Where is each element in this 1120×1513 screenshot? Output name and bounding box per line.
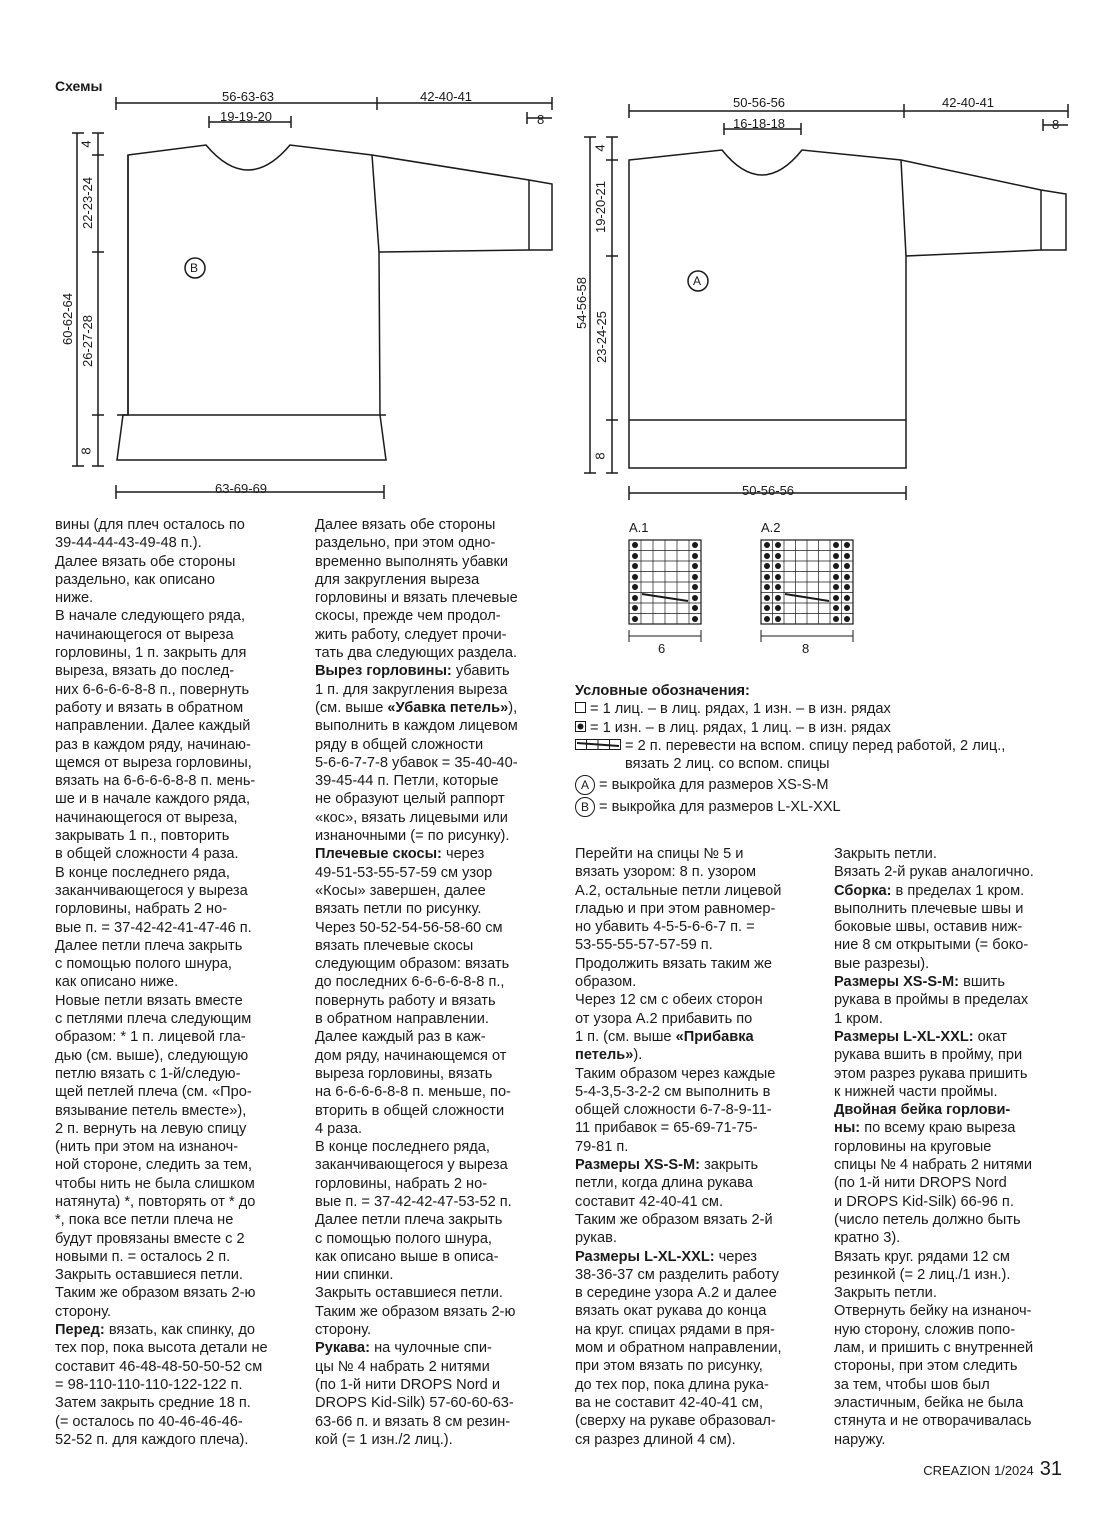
text-line: ниже.: [55, 590, 94, 607]
text-line: при этом вязать по рисунку,: [575, 1358, 763, 1375]
text-line: 5-4-3,5-3-2-2 см выполнить в: [575, 1083, 771, 1100]
text-line: тех пор, пока высота детали не: [55, 1340, 268, 1357]
text-line: повернуть работу и вязать: [315, 992, 496, 1009]
text-line: петлю вязать с 1-й/следую-: [55, 1065, 241, 1082]
text-line: Далее петли плеча закрыть: [55, 937, 243, 954]
text-line: рукава в проймы в пределах: [834, 992, 1029, 1009]
text-line: эластичным, бейка не была: [834, 1394, 1024, 1411]
text-line: «Косы» завершен, далее: [315, 882, 486, 899]
text-line: раз в каждом ряду, начинаю-: [55, 736, 251, 753]
text-line: щей петлей плеча (см. «Про-: [55, 1084, 252, 1101]
text-line: начинающегося от выреза,: [55, 809, 238, 826]
text-line: нии спинки.: [315, 1267, 394, 1284]
text-line: образом: * 1 п. лицевой гла-: [55, 1029, 246, 1046]
legend-item-purl: = 1 изн. – в лиц. рядах, 1 лиц. – в изн. рядах: [575, 719, 1005, 737]
text-line: общей сложности 6-7-8-9-11-: [575, 1102, 772, 1119]
text-line: Размеры L-XL-XXL: окат: [834, 1028, 1007, 1045]
legend-item-cable-cont: вязать 2 лиц. со вспом. спицы: [625, 756, 830, 773]
text-line: ва не составит 42-40-41 см,: [575, 1394, 764, 1411]
text-line: ся разрез длиной 4 см).: [575, 1431, 736, 1448]
text-line: ной стороне, следить за тем,: [55, 1157, 253, 1174]
text-line: них 6-6-6-6-8-8 п., повернуть: [55, 681, 250, 698]
text-line: горловины, 1 п. закрыть для: [55, 645, 247, 662]
text-line: выполнить в каждом лицевом: [315, 718, 518, 735]
text-line: вязать узором: 8 п. узором: [575, 864, 757, 881]
text-line: изнаночными (= по рисунку).: [315, 828, 510, 845]
chart-a1: [629, 540, 701, 642]
text-line: до тех пор, пока длина рука-: [575, 1376, 769, 1393]
text-line: горловины на круговые: [834, 1138, 992, 1155]
text-line: «кос», вязать лицевыми или: [315, 809, 508, 826]
text-line: с петлями плеча следующим: [55, 1011, 252, 1028]
text-line: В конце последнего ряда,: [55, 864, 230, 881]
text-line: В начале следующего ряда,: [55, 608, 246, 625]
text-line: (сверху на рукаве образовал-: [575, 1413, 776, 1430]
text-line: чтобы нить не была слишком: [55, 1175, 255, 1192]
text-line: Далее каждый раз в каж-: [315, 1029, 486, 1046]
text-line: Закрыть петли.: [834, 1285, 937, 1302]
text-line: ше и в начале каждого ряда,: [55, 791, 251, 808]
text-line: Затем закрыть средние 18 п.: [55, 1395, 251, 1412]
text-line: щемся от выреза горловины,: [55, 754, 252, 771]
text-line: к нижней части проймы.: [834, 1083, 998, 1100]
text-line: от узора А.2 прибавить по: [575, 1010, 753, 1027]
text-line: Сборка: в пределах 1 кром.: [834, 882, 1025, 899]
text-line: работу и вязать в обратном: [55, 699, 244, 716]
dot-square-icon: [575, 719, 586, 737]
empty-square-icon: [575, 700, 586, 718]
text-line: этом разрез рукава пришить: [834, 1065, 1028, 1082]
text-line: Продолжить вязать таким же: [575, 955, 772, 972]
text-line: (см. выше «Убавка петель»),: [315, 699, 518, 716]
text-line: за тем, чтобы шов был: [834, 1376, 990, 1393]
text-line: образом.: [575, 974, 637, 991]
text-line: стянута и не отворачивалась: [834, 1413, 1032, 1430]
text-line: новыми п. = осталось 2 п.: [55, 1248, 231, 1265]
text-line: составит 42-40-41 см.: [575, 1193, 724, 1210]
text-line: заканчивающегося у выреза: [315, 1157, 508, 1174]
b-neck-width: 19-19-20: [220, 109, 273, 124]
text-line: вые п. = 37-42-42-47-53-52 п.: [315, 1193, 512, 1210]
text-line: вые разрезы).: [834, 955, 930, 972]
b-shoulder: 4: [78, 140, 94, 148]
text-line: Вязать 2-й рукав аналогично.: [834, 864, 1034, 881]
text-line: жить работу, следует прочи-: [315, 626, 507, 643]
text-line: выполнить плечевые швы и: [834, 900, 1024, 917]
a-total-length: 54-56-58: [574, 276, 590, 330]
text-line: петли, когда длина рукава: [575, 1175, 753, 1192]
text-line: вязывание петель вместе»),: [55, 1102, 247, 1119]
text-line: как описано ниже.: [55, 974, 179, 991]
text-line: на круг. спицах рядами в пря-: [575, 1321, 775, 1338]
cable-symbol-icon: [575, 737, 621, 755]
text-line: временно выполнять убавки: [315, 553, 509, 570]
text-line: ние 8 см открытыми (= боко-: [834, 937, 1029, 954]
text-line: наружу.: [834, 1431, 886, 1448]
text-line: рукав.: [575, 1230, 617, 1247]
text-line: Размеры XS-S-M: вшить: [834, 974, 1005, 991]
text-line: 53-55-55-57-57-59 п.: [575, 937, 713, 954]
a-shoulder: 4: [592, 144, 608, 152]
text-line: 4 раза.: [315, 1120, 363, 1137]
text-line: 2 п. вернуть на левую спицу: [55, 1120, 247, 1137]
text-line: Новые петли вязать вместе: [55, 992, 243, 1009]
text-line: будут провязаны вместе с 2: [55, 1230, 245, 1247]
text-line: скосы, прежде чем продол-: [315, 608, 501, 625]
legend-item-pattern-b: B = выкройка для размеров L-XL-XXL: [575, 797, 1005, 817]
text-column-4: [834, 845, 1074, 1449]
diagram-b-outline: [72, 97, 552, 499]
text-line: (= осталось по 40-46-46-46-: [55, 1413, 243, 1430]
text-line: 39-45-44 п. Петли, которые: [315, 773, 499, 790]
text-line: 39-44-44-43-49-48 п.).: [55, 535, 202, 552]
text-line: до последних 6-6-6-6-8-8 п.,: [315, 974, 505, 991]
text-line: как описано выше в описа-: [315, 1248, 499, 1265]
text-line: Двойная бейка горлови-: [834, 1102, 1011, 1119]
text-line: вины (для плеч осталось по: [55, 517, 245, 533]
text-line: выреза горловины, вязать: [315, 1065, 493, 1082]
text-line: вязать плечевые скосы: [315, 937, 474, 954]
text-line: не образуют целый раппорт: [315, 791, 505, 808]
text-line: закрывать 1 п., повторить: [55, 828, 230, 845]
text-line: в общей сложности 4 раза.: [55, 846, 239, 863]
text-line: на 6-6-6-6-8-8 п. меньше, по-: [315, 1084, 511, 1101]
text-line: лам, и пришить с внутренней: [834, 1340, 1034, 1357]
text-line: и DROPS Kid-Silk) 66-96 п.: [834, 1193, 1014, 1210]
text-line: Через 50-52-54-56-58-60 см: [315, 919, 503, 936]
text-line: DROPS Kid-Silk) 57-60-60-63-: [315, 1395, 514, 1412]
text-line: 52-52 п. для каждого плеча).: [55, 1431, 249, 1448]
text-line: Размеры XS-S-M: закрыть: [575, 1157, 759, 1174]
text-line: для закругления выреза: [315, 571, 480, 588]
text-line: Плечевые скосы: через: [315, 846, 485, 863]
text-line: Размеры L-XL-XXL: через: [575, 1248, 757, 1265]
text-line: но убавить 4-5-5-6-6-7 п. =: [575, 919, 755, 936]
text-line: Закрыть оставшиеся петли.: [315, 1285, 503, 1302]
text-line: В конце последнего ряда,: [315, 1139, 490, 1156]
text-line: Далее вязать обе стороны: [55, 553, 236, 570]
text-line: кой (= 1 изн./2 лиц.).: [315, 1431, 453, 1448]
b-marker: B: [190, 261, 199, 275]
text-line: Рукава: на чулочные спи-: [315, 1340, 492, 1357]
text-line: Перейти на спицы № 5 и: [575, 846, 744, 862]
text-line: Таким образом через каждые: [575, 1065, 776, 1082]
text-line: гладью и при этом равномер-: [575, 900, 776, 917]
text-line: выреза, вязать до послед-: [55, 663, 235, 680]
text-line: спицы № 4 набрать 2 нитями: [834, 1157, 1033, 1174]
legend-item-pattern-a: A = выкройка для размеров XS-S-M: [575, 775, 1005, 795]
text-line: Через 12 см с обеих сторон: [575, 992, 763, 1009]
text-line: ряду в общей сложности: [315, 736, 484, 753]
text-column-1: [55, 516, 295, 1449]
text-line: 11 прибавок = 65-69-71-75-: [575, 1120, 758, 1137]
text-line: Закрыть оставшиеся петли.: [55, 1267, 243, 1284]
b-body-length: 26-27-28: [80, 314, 96, 368]
text-line: 1 п. (см. выше «Прибавка: [575, 1028, 754, 1045]
text-line: стороны, при этом следить: [834, 1358, 1018, 1375]
b-total-length: 60-62-64: [60, 292, 76, 346]
text-line: раздельно, при этом одно-: [315, 535, 496, 552]
text-line: мом и обратном направлении,: [575, 1340, 782, 1357]
text-line: 79-81 п.: [575, 1138, 629, 1155]
text-line: А.2, остальные петли лицевой: [575, 882, 782, 899]
text-line: направлении. Далее каждый: [55, 718, 251, 735]
text-line: с помощью полого шнура,: [315, 1230, 492, 1247]
text-line: следующим образом: вязать: [315, 956, 510, 973]
page-number: 31: [1039, 1458, 1062, 1480]
text-line: в обратном направлении.: [315, 1011, 489, 1028]
text-line: 63-66 п. и вязать 8 см резин-: [315, 1413, 511, 1430]
chart-a2-label: A.2: [761, 520, 781, 535]
schemes-title: Схемы: [55, 78, 103, 94]
text-line: Перед: вязать, как спинку, до: [55, 1322, 255, 1339]
a-neck-width: 16-18-18: [733, 116, 786, 131]
diagram-a-outline: [584, 104, 1068, 500]
text-line: горловины, набрать 2 но-: [315, 1175, 488, 1192]
text-line: сторону.: [315, 1322, 372, 1339]
text-line: (по 1-й нити DROPS Nord: [834, 1175, 1007, 1192]
text-line: петель»).: [575, 1047, 643, 1064]
circle-b-icon: B: [575, 797, 595, 817]
a-marker: A: [693, 274, 702, 288]
text-column-3: [575, 845, 815, 1449]
legend: [575, 682, 1005, 817]
text-line: дью (см. выше), следующую: [55, 1047, 249, 1064]
text-line: Отвернуть бейку на изнаноч-: [834, 1303, 1032, 1320]
a-cuff: 8: [1052, 117, 1060, 132]
text-line: натянута) *, повторять от * до: [55, 1193, 256, 1210]
text-line: в середине узора А.2 и далее: [575, 1285, 777, 1302]
b-rib: 8: [78, 447, 94, 455]
chart-a1-label: A.1: [629, 520, 649, 535]
legend-item-cable: = 2 п. перевести на вспом. спицу перед работой, 2 лиц.,: [575, 737, 1005, 755]
text-line: Далее вязать обе стороны: [315, 517, 496, 533]
b-bottom-width: 63-69-69: [215, 481, 268, 496]
text-line: кратно 3).: [834, 1230, 901, 1247]
circle-a-icon: A: [575, 775, 595, 795]
text-column-2: [315, 516, 555, 1449]
legend-title: Условные обозначения:: [575, 683, 750, 699]
a-sleeve-length: 42-40-41: [942, 95, 995, 110]
text-line: составит 46-48-48-50-50-52 см: [55, 1358, 263, 1375]
b-cuff: 8: [537, 112, 545, 127]
text-line: 1 кром.: [834, 1010, 883, 1027]
text-line: Закрыть петли.: [834, 846, 937, 862]
a-armhole: 19-20-21: [593, 180, 609, 234]
text-line: (нить при этом на изнаноч-: [55, 1139, 239, 1156]
magazine-name: CREAZION 1/2024: [923, 1463, 1034, 1478]
text-line: боковые швы, оставив ниж-: [834, 919, 1023, 936]
text-line: с помощью полого шнура,: [55, 956, 232, 973]
chart-a2: [761, 540, 853, 642]
text-line: ны: по всему краю выреза: [834, 1120, 1016, 1137]
legend-item-knit: = 1 лиц. – в лиц. рядах, 1 изн. – в изн. рядах: [575, 700, 1005, 718]
text-line: ную сторону, сложив попо-: [834, 1321, 1016, 1338]
text-line: Таким же образом вязать 2-ю: [55, 1285, 256, 1302]
text-line: горловины, набрать 2 но-: [55, 901, 228, 918]
text-line: 5-6-6-7-7-8 убавок = 35-40-40-: [315, 754, 518, 771]
text-line: вязать петли по рисунку.: [315, 901, 482, 918]
text-line: (число петель должно быть: [834, 1211, 1021, 1228]
text-line: 1 п. для закругления выреза: [315, 681, 508, 698]
chart-a1-width: 6: [658, 641, 666, 656]
text-line: начинающегося от выреза: [55, 626, 234, 643]
a-top-width: 50-56-56: [733, 95, 786, 110]
text-line: *, пока все петли плеча не: [55, 1212, 234, 1229]
text-line: вые п. = 37-42-42-41-47-46 п.: [55, 919, 252, 936]
text-line: (по 1-й нити DROPS Nord и: [315, 1376, 501, 1393]
text-line: раздельно, как описано: [55, 571, 216, 588]
text-line: 38-36-37 см разделить работу: [575, 1266, 779, 1283]
text-line: вторить в общей сложности: [315, 1102, 505, 1119]
text-line: Далее петли плеча закрыть: [315, 1212, 503, 1229]
text-line: тать два следующих раздела.: [315, 645, 518, 662]
text-line: вязать окат рукава до конца: [575, 1303, 767, 1320]
text-line: = 98-110-110-110-122-122 п.: [55, 1376, 243, 1393]
b-top-width: 56-63-63: [222, 89, 275, 104]
text-line: Таким же образом вязать 2-ю: [315, 1303, 516, 1320]
text-line: заканчивающегося у выреза: [55, 882, 248, 899]
text-line: рукава вшить в пройму, при: [834, 1047, 1023, 1064]
text-line: Таким же образом вязать 2-й: [575, 1211, 773, 1228]
text-line: 49-51-53-55-57-59 см узор: [315, 864, 493, 881]
text-line: горловины и вязать плечевые: [315, 590, 518, 607]
text-line: Вырез горловины: убавить: [315, 663, 510, 680]
text-line: дом ряду, начинающемся от: [315, 1047, 507, 1064]
a-rib: 8: [592, 452, 608, 460]
text-line: Вязать круг. рядами 12 см: [834, 1248, 1010, 1265]
text-line: сторону.: [55, 1303, 112, 1320]
b-sleeve-length: 42-40-41: [420, 89, 473, 104]
page-footer: [923, 1458, 1062, 1481]
b-armhole: 22-23-24: [80, 176, 96, 230]
text-line: вязать на 6-6-6-6-8-8 п. мень-: [55, 773, 256, 790]
a-bottom-width: 50-56-56: [742, 483, 795, 498]
text-line: резинкой (= 2 лиц./1 изн.).: [834, 1266, 1011, 1283]
a-body-length: 23-24-25: [594, 310, 610, 364]
chart-a2-width: 8: [802, 641, 810, 656]
text-line: цы № 4 набрать 2 нитями: [315, 1358, 490, 1375]
